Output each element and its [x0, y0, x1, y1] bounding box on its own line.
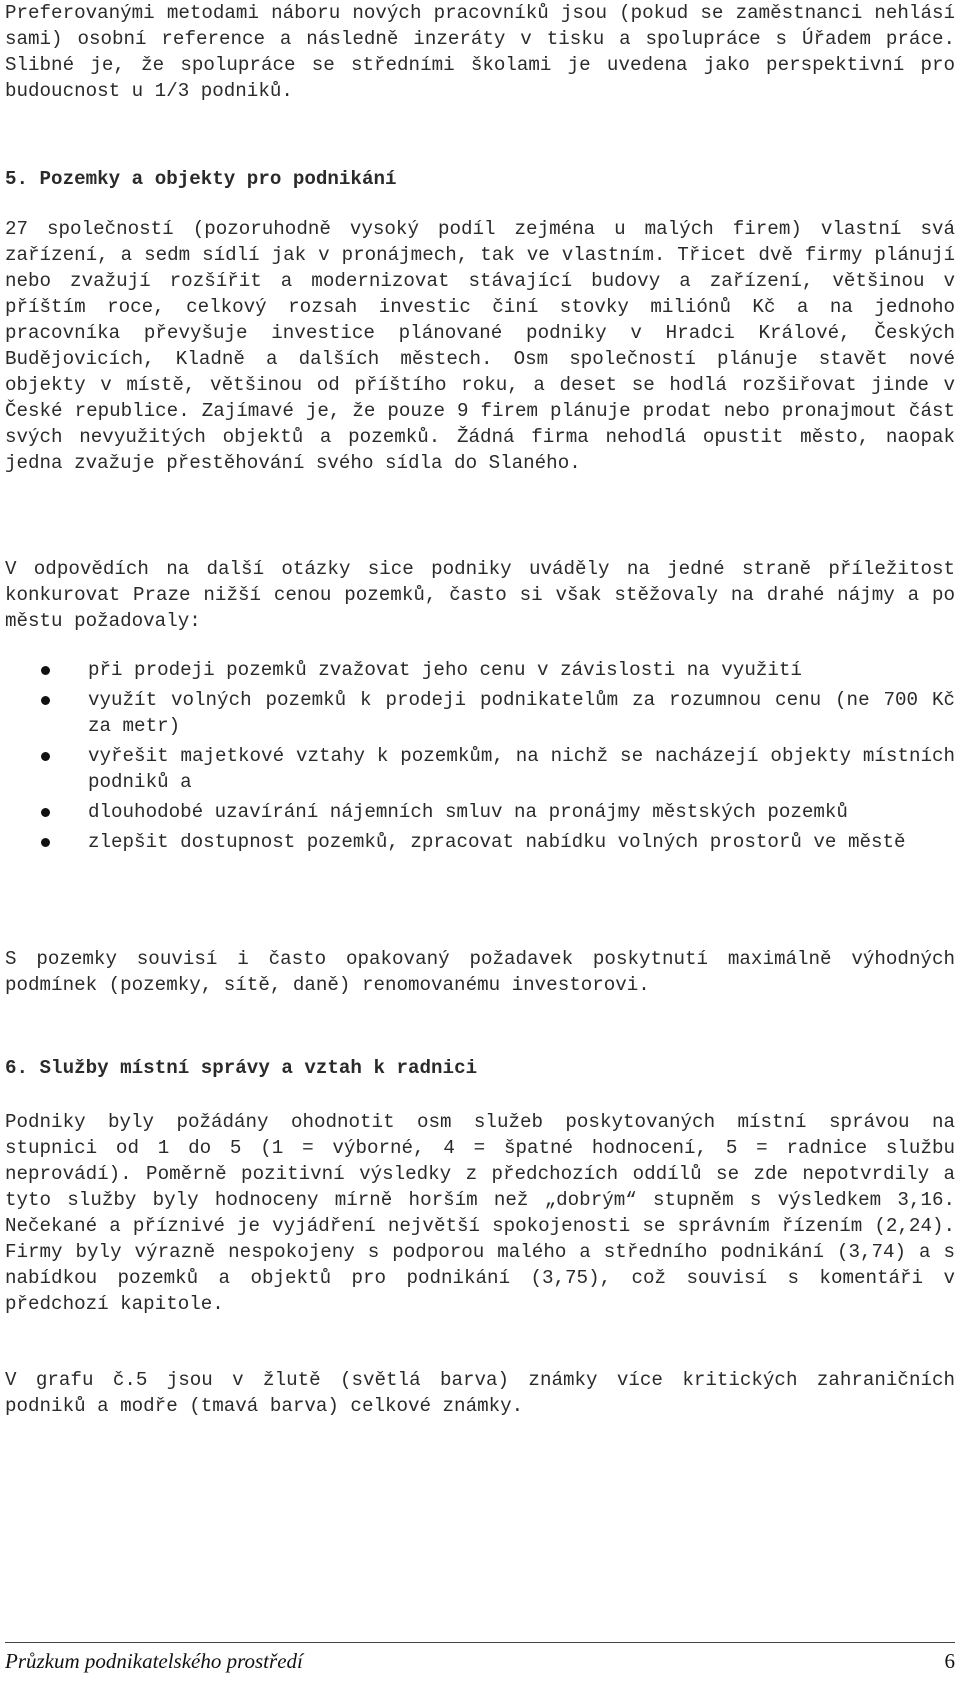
bullet-icon [41, 666, 50, 675]
bullet-icon [41, 838, 50, 847]
investor-paragraph: S pozemky souvisí i často opakovaný požadavek poskytnutí maximálně výhodných podmínek (pozemky, sítě, daně) renomovanému investorovi. [5, 948, 955, 996]
section-6-title: Služby místní správy a vztah k radnici [39, 1057, 478, 1079]
requirements-list [5, 657, 955, 859]
list-item-text: využít volných pozemků k prodeji podnikatelům za rozumnou cenu (ne 700 Kč za metr) [88, 689, 955, 737]
section-6-heading [5, 1055, 477, 1081]
land-paragraph: 27 společností (pozoruhodně vysoký podíl zejména u malých firem) vlastní svá zařízení, a sedm sídlí jak v pronájmech, tak ve vlastním. Třicet dvě firmy plánují nebo zvažují rozšířit a modernizovat stávající budovy a zařízení, většinou v příštím roce, celkový rozsah investic činí stovky miliónů Kč a na jednoho pracovníka převyšuje investice plánované podniky v Hradci Králové, Českých Budějovicích, Kladně a dalších městech. Osm společností plánuje stavět nové objekty v místě, většinou od příštího roku, a deset se hodlá rozšiřovat jinde v České republice. Zajímavé je, že pouze 9 firem plánuje prodat nebo pronajmout část svých nevyužitých objektů a pozemků. Žádná firma nehodlá opustit město, naopak jedna zvažuje přestěhování svého sídla do Slaného. [5, 218, 955, 474]
page-footer [5, 1645, 955, 1677]
bullet-icon [41, 752, 50, 761]
bullet-icon [41, 696, 50, 705]
answers-paragraph: V odpovědích na další otázky sice podniky uváděly na jedné straně příležitost konkurovat Praze nižší cenou pozemků, často si však stěžovaly na drahé nájmy a po městu požadovaly: [5, 558, 955, 632]
page-number: 6 [944, 1649, 955, 1673]
section-5-number: 5. [5, 168, 29, 190]
intro-paragraph: Preferovanými metodami náboru nových pracovníků jsou (pokud se zaměstnanci nehlásí sami) osobní reference a následně inzeráty v tisku a spolupráce s Úřadem práce. Slibné je, že spolupráce se středními školami je uvedena jako perspektivní pro budoucnost u 1/3 podniků. [5, 2, 955, 102]
list-item [5, 743, 955, 795]
list-item [5, 829, 955, 855]
bullet-icon [41, 808, 50, 817]
footer-title: Průzkum podnikatelského prostředí [5, 1649, 303, 1673]
services-paragraph: Podniky byly požádány ohodnotit osm služeb poskytovaných místní správou na stupnici od 1 do 5 (1 = výborné, 4 = špatné hodnocení, 5 = radnice službu neprovádí). Poměrně pozitivní výsledky z předchozích oddílů se zde nepotvrdily a tyto služby byly hodnoceny mírně horším než „dobrým“ stupněm s výsledkem 3,16. Nečekané a příznivé je vyjádření největší spokojenosti se správním řízením (2,24). Firmy byly výrazně nespokojeny s podporou malého a středního podnikání (3,74) a s nabídkou pozemků a objektů pro podnikání (3,75), což souvisí s komentáři v předchozí kapitole. [5, 1111, 955, 1315]
list-item [5, 657, 955, 683]
list-item [5, 799, 955, 825]
section-5-title: Pozemky a objekty pro podnikání [39, 168, 397, 190]
list-item-text: dlouhodobé uzavírání nájemních smluv na pronájmy městských pozemků [88, 801, 848, 823]
list-item-text: zlepšit dostupnost pozemků, zpracovat nabídku volných prostorů ve městě [88, 831, 906, 853]
list-item-text: vyřešit majetkové vztahy k pozemkům, na nichž se nacházejí objekty místních podniků a [88, 745, 955, 793]
section-5-heading [5, 166, 397, 192]
list-item-text: při prodeji pozemků zvažovat jeho cenu v závislosti na využití [88, 659, 802, 681]
graph-note-paragraph: V grafu č.5 jsou v žlutě (světlá barva) známky více kritických zahraničních podniků a modře (tmavá barva) celkové známky. [5, 1369, 955, 1417]
section-6-number: 6. [5, 1057, 29, 1079]
list-item [5, 687, 955, 739]
footer-divider [5, 1642, 955, 1643]
